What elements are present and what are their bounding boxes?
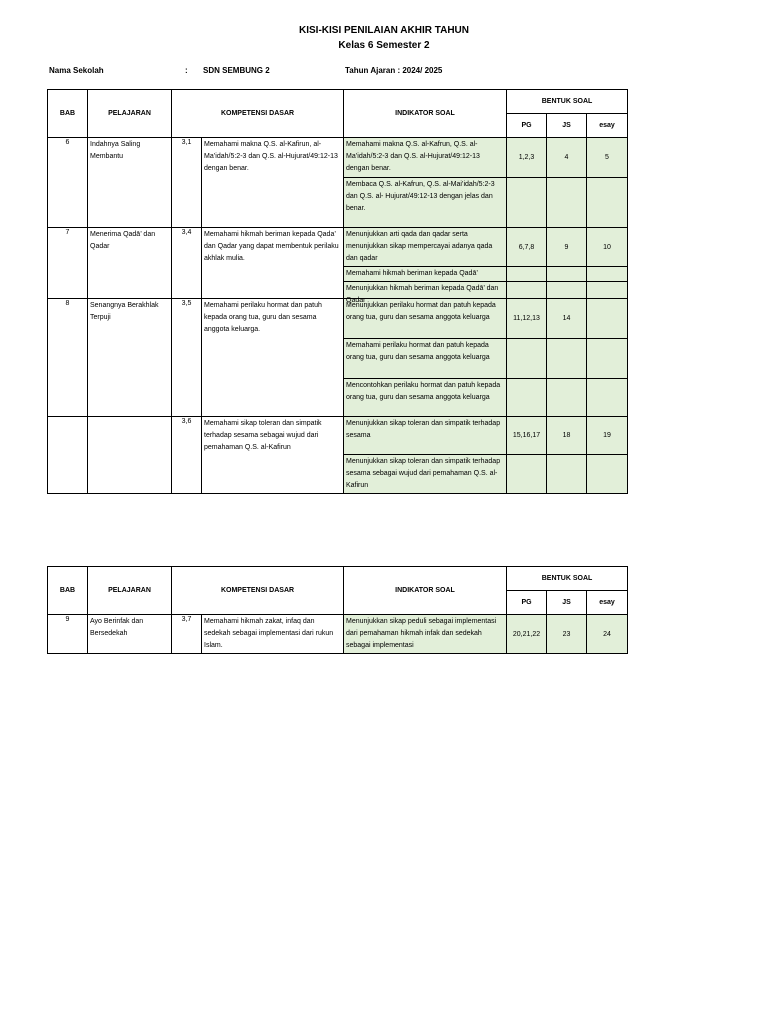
table-row-kd-text: Memahami perilaku hormat dan patuh kepada orang tua, guru dan sesama anggota keluarga.	[202, 299, 344, 417]
table-row-pg: 1,2,3	[507, 138, 547, 178]
header-kompetensi-dasar: KOMPETENSI DASAR	[172, 567, 344, 615]
table-row-indikator: Menunjukkan sikap toleran dan simpatik terhadap sesama sebagai wujud dari pemahaman Q.S. al-Kafirun	[344, 455, 507, 494]
table-row-esay: 24	[587, 615, 628, 654]
table-row-pg-empty	[507, 267, 547, 282]
table-row-bab-number: 9	[48, 615, 88, 654]
indikator-clipped-text: Menunjukkan hikmah beriman kepada Qadā’ dan	[346, 285, 499, 292]
table-row-bab-empty	[48, 417, 88, 494]
table-row-pg-empty	[507, 282, 547, 299]
kisi-table-1	[47, 89, 628, 494]
document-title: KISI-KISI PENILAIAN AKHIR TAHUN	[299, 25, 469, 36]
academic-year: Tahun Ajaran : 2024/ 2025	[345, 66, 443, 75]
table-row-indikator	[344, 615, 507, 654]
table-row-js: 4	[547, 138, 587, 178]
table-row-esay-empty	[587, 379, 628, 417]
table-row-indikator: Mencontohkan perilaku hormat dan patuh kepada orang tua, guru dan sesama anggota keluarga	[344, 379, 507, 417]
table-row-esay-empty	[587, 299, 628, 339]
table-row-esay-empty	[587, 339, 628, 379]
table-row-esay: 5	[587, 138, 628, 178]
table-row-js-empty	[547, 178, 587, 228]
table-row-esay: 10	[587, 228, 628, 267]
table-row-pelajaran-empty	[88, 417, 172, 494]
header-bab: BAB	[48, 567, 88, 615]
table-row-bab-number: 6	[48, 138, 88, 228]
table-row-pg-empty	[507, 339, 547, 379]
table-row-indikator: Memahami makna Q.S. al-Kafrun, Q.S. al-Ma’idah/5:2-3 dan Q.S. al-Hujurat/49:12-13 dengan benar.	[344, 138, 507, 178]
table-row-pg: 6,7,8	[507, 228, 547, 267]
table-row-pelajaran: Menerima Qadā’ dan Qadar	[88, 228, 172, 299]
header-js: JS	[547, 114, 587, 138]
table-row-kd-number: 3,1	[172, 138, 202, 228]
table-row-kd-text: Memahami hikmah beriman kepada Qada’ dan Qadar yang dapat membentuk perilaku akhlak mulia.	[202, 228, 344, 299]
header-pg: PG	[507, 591, 547, 615]
table-row-js: 9	[547, 228, 587, 267]
table-row-pelajaran: Ayo Berinfak dan Bersedekah	[88, 615, 172, 654]
table-row-kd-text	[202, 417, 344, 494]
table-row-pg: 15,16,17	[507, 417, 547, 455]
header-bab: BAB	[48, 90, 88, 138]
table-row-indikator: Menunjukkan sikap toleran dan simpatik terhadap sesama	[344, 417, 507, 455]
table-row-indikator: Menunjukkan arti qada dan qadar serta menunjukkan sikap mempercayai adanya qada dan qadar	[344, 228, 507, 267]
table-row-kd-number: 3,6	[172, 417, 202, 494]
table-row-bab-number: 8	[48, 299, 88, 417]
header-pelajaran: PELAJARAN	[88, 90, 172, 138]
table-row-esay: 19	[587, 417, 628, 455]
table-row-js-empty	[547, 267, 587, 282]
table-row-pg: 11,12,13	[507, 299, 547, 339]
table-row-kd-number: 3,5	[172, 299, 202, 417]
table-row-js-empty	[547, 339, 587, 379]
table-row-indikator: Memahami hikmah beriman kepada Qadā’	[344, 267, 507, 282]
header-pg: PG	[507, 114, 547, 138]
header-indikator-soal: INDIKATOR SOAL	[344, 567, 507, 615]
table-row-indikator	[344, 282, 507, 299]
header-esay: esay	[587, 591, 628, 615]
table-row-esay-empty	[587, 267, 628, 282]
table-row-indikator: Membaca Q.S. al-Kafrun, Q.S. al-Mai’idah/5:2-3 dan Q.S. al- Hujurat/49:12-13 dengan jelas dan benar.	[344, 178, 507, 228]
table-row-esay-empty	[587, 282, 628, 299]
header-esay: esay	[587, 114, 628, 138]
header-kompetensi-dasar: KOMPETENSI DASAR	[172, 90, 344, 138]
header-indikator-soal: INDIKATOR SOAL	[344, 90, 507, 138]
table-row-js: 23	[547, 615, 587, 654]
table-row-pelajaran: Senangnya Berakhlak Terpuji	[88, 299, 172, 417]
table-row-kd-number: 3,4	[172, 228, 202, 299]
header-pelajaran: PELAJARAN	[88, 567, 172, 615]
school-label: Nama Sekolah	[49, 66, 104, 75]
table-row-js-empty	[547, 282, 587, 299]
school-colon: :	[185, 66, 188, 75]
header-bentuk-soal: BENTUK SOAL	[507, 90, 628, 114]
table-row-indikator: Memahami perilaku hormat dan patuh kepada orang tua, guru dan sesama anggota keluarga	[344, 339, 507, 379]
table-row-pg-empty	[507, 379, 547, 417]
table-row-js: 14	[547, 299, 587, 339]
table-row-pelajaran: Indahnya Saling Membantu	[88, 138, 172, 228]
table-row-js-empty	[547, 455, 587, 494]
document-subtitle: Kelas 6 Semester 2	[338, 40, 430, 51]
table-row-js: 18	[547, 417, 587, 455]
kd-clipped-text: Memahami sikap toleran dan simpatik terhadap sesama sebagai wujud dari pemahaman Q.S. al-Kafirun	[204, 420, 322, 451]
table-row-pg-empty	[507, 455, 547, 494]
school-name: SDN SEMBUNG 2	[203, 66, 270, 75]
table-row-esay-empty	[587, 178, 628, 228]
table-row-kd-text: Memahami hikmah zakat, infaq dan sedekah sebagai implementasi dari rukun Islam.	[202, 615, 344, 654]
table-row-kd-number: 3,7	[172, 615, 202, 654]
table-row-bab-number: 7	[48, 228, 88, 299]
table-row-esay-empty	[587, 455, 628, 494]
header-bentuk-soal: BENTUK SOAL	[507, 567, 628, 591]
table-row-indikator: Menunjukkan perilaku hormat dan patuh kepada orang tua, guru dan sesama anggota keluarga	[344, 299, 507, 339]
table-row-kd-text: Memahami makna Q.S. al-Kafirun, al-Ma’idah/5:2-3 dan Q.S. al-Hujurat/49:12-13 dengan benar.	[202, 138, 344, 228]
indikator-clipped-text: Menunjukkan sikap peduli sebagai implementasi dari pemahaman hikmah infak dan sedekah sebagai implementasi	[346, 618, 497, 649]
table-row-pg-empty	[507, 178, 547, 228]
kisi-table-2	[47, 566, 628, 654]
table-row-js-empty	[547, 379, 587, 417]
header-js: JS	[547, 591, 587, 615]
table-row-pg: 20,21,22	[507, 615, 547, 654]
